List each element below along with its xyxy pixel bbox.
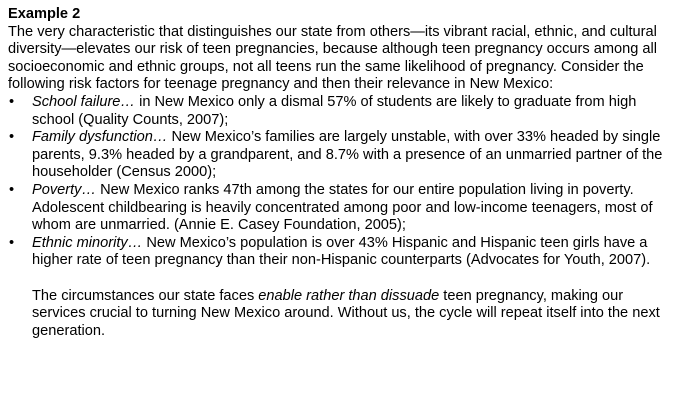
list-item bbox=[8, 235, 665, 270]
list-item bbox=[8, 182, 665, 235]
intro-paragraph: The very characteristic that distinguishes our state from others—its vibrant racial, ethnic, and cultural diversity—elevates our risk of teen pregnancies, because although teen pregnancy occurs among all socioeconomic and ethnic groups, not all teens run the same likelihood of pregnancy. Consider the following risk factors for teenage pregnancy and then their relevance in New Mexico: bbox=[8, 23, 657, 93]
bullet-icon: • bbox=[9, 234, 15, 251]
closing-text-end: teen pregnancy, making our services crucial to turning New Mexico around. Without us, the cycle will repeat itself into the next generation. bbox=[32, 287, 660, 339]
list-item bbox=[8, 129, 665, 182]
bullet-icon: • bbox=[9, 129, 15, 146]
list-item bbox=[8, 94, 665, 129]
bullet-icon: • bbox=[9, 181, 15, 198]
closing-text-start: The circumstances our state faces bbox=[32, 287, 259, 304]
example-heading: Example 2 bbox=[8, 6, 81, 22]
risk-text: in New Mexico only a dismal 57% of students are likely to graduate from high school (Quality Counts, 2007); bbox=[32, 93, 637, 128]
closing-paragraph bbox=[32, 288, 665, 341]
risk-term: Family dysfunction… bbox=[32, 129, 168, 146]
risk-term: School failure… bbox=[32, 93, 136, 110]
risk-text: New Mexico ranks 47th among the states for our entire population living in poverty. Adolescent childbearing is heavily concentrated among poor and low-income teenagers, most of whom are unmarried. (Annie E. Casey Foundation, 2005); bbox=[32, 181, 653, 234]
risk-term: Ethnic minority… bbox=[32, 234, 143, 251]
risk-text: New Mexico’s families are largely unstable, with over 33% headed by single parents, 9.3% headed by a grandparent, and 8.7% with a presence of an unmarried partner of the householder (Census 2000); bbox=[32, 129, 663, 181]
risk-term: Poverty… bbox=[32, 181, 97, 198]
risk-factor-list bbox=[8, 94, 665, 270]
bullet-icon: • bbox=[9, 93, 15, 110]
risk-text: New Mexico’s population is over 43% Hispanic and Hispanic teen girls have a higher rate of teen pregnancy than their non-Hispanic counterparts (Advocates for Youth, 2007). bbox=[32, 234, 651, 269]
closing-emphasis: enable rather than dissuade bbox=[258, 287, 440, 304]
